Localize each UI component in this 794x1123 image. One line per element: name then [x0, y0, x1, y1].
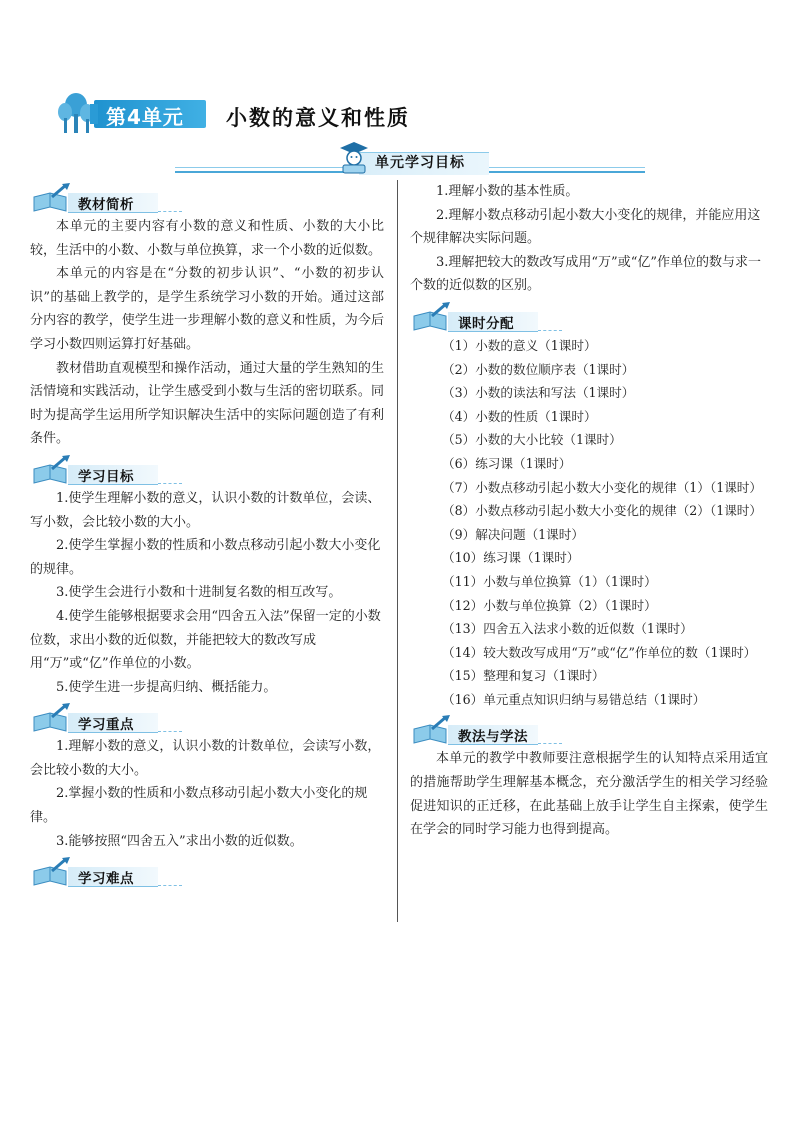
column-divider	[397, 180, 398, 922]
schedule-item: （6）练习课（1课时）	[442, 455, 572, 471]
schedule-item: （5）小数的大小比较（1课时）	[442, 432, 622, 448]
list-item: 2.使学生掌握小数的性质和小数点移动引起小数大小变化的规律。	[30, 538, 381, 577]
unit-title: 小数的意义和性质	[226, 106, 410, 130]
book-icon	[32, 857, 72, 887]
unit-goals-banner	[175, 139, 645, 177]
schedule-item: （4）小数的性质（1课时）	[442, 408, 597, 424]
section-heading-label: 学习难点	[78, 871, 134, 888]
schedule-item: （3）小数的读法和写法（1课时）	[442, 385, 635, 401]
right-column	[410, 180, 768, 842]
schedule-item: （14）较大数改写成用“万”或“亿”作单位的数（1课时）	[442, 644, 757, 660]
paragraph: 本单元的内容是在“分数的初步认识”、“小数的初步认识”的基础上教学的，是学生系统学习小数的开始。通过这部分内容的教学，使学生进一步理解小数的意义和性质，为今后学习小数四则运算打好基础。	[30, 266, 384, 352]
section-heading-label: 课时分配	[458, 315, 514, 332]
list-item: 1.理解小数的基本性质。	[436, 184, 579, 199]
list-item: 2.理解小数点移动引起小数大小变化的规律，并能应用这个规律解决实际问题。	[410, 207, 761, 247]
section-heading-key-points	[30, 703, 384, 735]
unit-badge-text: 第4单元	[106, 105, 184, 129]
schedule-item: （2）小数的数位顺序表（1课时）	[442, 361, 635, 377]
left-column	[30, 183, 384, 889]
list-item: 1.使学生理解小数的意义，认识小数的计数单位，会读、写小数，会比较小数的大小。	[30, 490, 381, 530]
paragraph: 教材借助直观模型和操作活动，通过大量的学生熟知的生活情境和实践活动，让学生感受到小数与生活的密切联系。同时为提高学生运用所学知识解决生活中的实际问题创造了有利条件。	[30, 360, 384, 447]
schedule-item: （10）练习课（1课时）	[442, 550, 580, 566]
unit-header	[56, 92, 456, 136]
list-item: 3.理解把较大的数改写成用“万”或“亿”作单位的数与求一个数的近似数的区别。	[410, 254, 761, 294]
list-item: 3.能够按照“四舍五入”求出小数的近似数。	[56, 833, 303, 849]
list-item: 2.掌握小数的性质和小数点移动引起小数大小变化的规律。	[30, 786, 368, 826]
schedule-item: （13）四舍五入法求小数的近似数（1课时）	[442, 621, 693, 637]
schedule-item: （1）小数的意义（1课时）	[442, 337, 597, 353]
section-heading-goals	[30, 455, 384, 487]
book-icon	[32, 703, 72, 733]
goals-banner-title: 单元学习目标	[375, 155, 465, 171]
section-heading-label: 教材简析	[78, 197, 134, 213]
list-item: 4.使学生能够根据要求会用“四舍五入法”保留一定的小数位数，求出小数的近似数，并能把较大的数改写成用“万”或“亿”作单位的小数。	[30, 608, 381, 672]
section-heading-difficulties	[30, 857, 384, 889]
unit-badge	[94, 100, 206, 128]
schedule-item: （15）整理和复习（1课时）	[442, 668, 605, 684]
list-item: 3.使学生会进行小数和十进制复名数的相互改写。	[56, 585, 342, 601]
section-heading-schedule	[410, 302, 768, 334]
section-heading-label: 学习重点	[78, 717, 134, 734]
schedule-item: （12）小数与单位换算（2）（1课时）	[442, 597, 657, 613]
student-icon	[339, 141, 369, 175]
schedule-item: （8）小数点移动引起小数大小变化的规律（2）（1课时）	[442, 503, 762, 519]
book-icon	[32, 455, 72, 485]
schedule-item: （16）单元重点知识归纳与易错总结（1课时）	[442, 691, 706, 707]
list-item: 5.使学生进一步提高归纳、概括能力。	[56, 679, 277, 695]
list-item: 1.理解小数的意义，认识小数的计数单位，会读写小数，会比较小数的大小。	[30, 739, 381, 778]
section-heading-methods	[410, 715, 768, 747]
book-icon	[412, 715, 452, 745]
schedule-item: （11）小数与单位换算（1）（1课时）	[442, 573, 657, 589]
section-heading-label: 学习目标	[78, 468, 134, 485]
book-icon	[32, 183, 72, 213]
section-heading-material	[30, 183, 384, 215]
schedule-item: （7）小数点移动引起小数大小变化的规律（1）（1课时）	[442, 479, 762, 495]
schedule-item: （9）解决问题（1课时）	[442, 526, 584, 542]
paragraph: 本单元的主要内容有小数的意义和性质、小数的大小比较，生活中的小数、小数与单位换算，求一个小数的近似数。	[30, 219, 384, 258]
section-heading-label: 教法与学法	[458, 729, 528, 746]
paragraph: 本单元的教学中教师要注意根据学生的认知特点采用适宜的措施帮助学生理解基本概念，充分激活学生的相关学习经验促进知识的正迁移，在此基础上放手让学生自主探索，使学生在学会的同时学习能力也得到提高。	[410, 751, 768, 838]
book-icon	[412, 302, 452, 332]
